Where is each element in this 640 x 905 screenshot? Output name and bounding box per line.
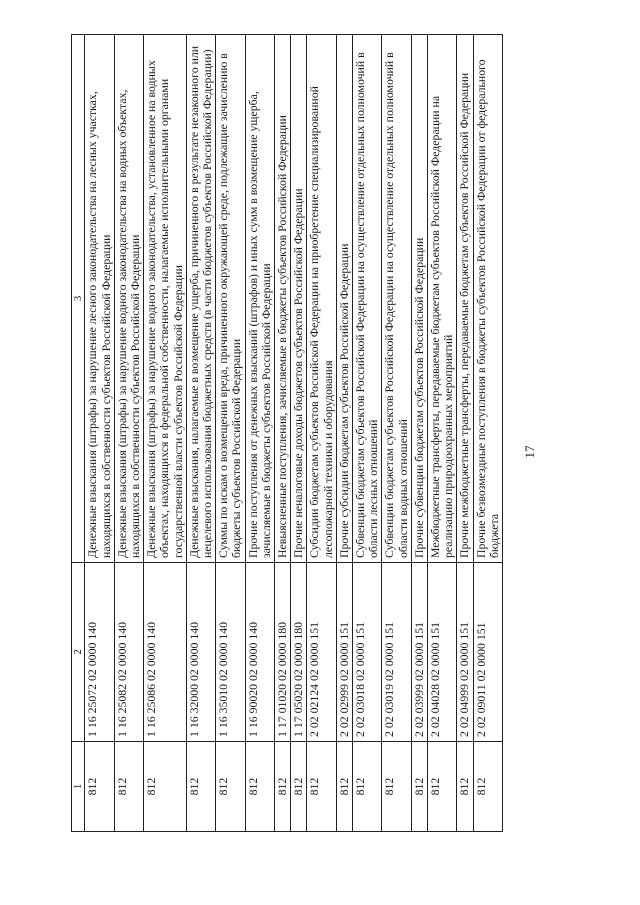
table-row — [427, 35, 456, 832]
admin-code-cell: 812 — [307, 742, 336, 832]
table-row — [411, 35, 427, 832]
admin-code-cell: 812 — [216, 742, 245, 832]
admin-code-cell: 812 — [457, 742, 473, 832]
admin-code-cell: 812 — [274, 742, 290, 832]
revenue-description-cell: Денежные взыскания (штрафы) за нарушение лесного законодательства на лесных участках, находящихся в собственности субъектов Российской Федерации — [85, 35, 114, 563]
page-number: 17 — [522, 445, 537, 459]
revenue-description-cell: Прочие неналоговые доходы бюджетов субъектов Российской Федерации — [291, 35, 307, 563]
admin-code-cell: 812 — [291, 742, 307, 832]
budget-classification-code-cell: 2 02 02124 02 0000 151 — [307, 563, 336, 742]
revenue-description-cell: Субвенции бюджетам субъектов Российской Федерации на осуществление отдельных полномочий в области лесных отношений — [352, 35, 381, 563]
table-row — [382, 35, 411, 832]
revenue-description-cell: Денежные взыскания (штрафы) за нарушение водного законодательства, установленное на водных объектах, находящихся в федеральной собственности, налагаемые исполнительными органами государственной власти субъектов Российской Федерации — [144, 35, 187, 563]
admin-code-cell: 812 — [427, 742, 456, 832]
admin-code-cell: 812 — [382, 742, 411, 832]
table-header-row — [72, 35, 85, 832]
budget-classification-code-cell: 2 02 04999 02 0000 151 — [457, 563, 473, 742]
table-row — [245, 35, 274, 832]
budget-classification-code-cell: 1 16 35010 02 0000 140 — [216, 563, 245, 742]
table-row — [352, 35, 381, 832]
admin-code-cell: 812 — [144, 742, 187, 832]
revenue-description-cell: Прочие субвенции бюджетам субъектов Российской Федерации — [411, 35, 427, 563]
table-row — [216, 35, 245, 832]
budget-classification-code-cell: 2 02 03999 02 0000 151 — [411, 563, 427, 742]
budget-classification-code-cell: 2 02 03018 02 0000 151 — [352, 563, 381, 742]
revenue-description-cell: Прочие субсидии бюджетам субъектов Российской Федерации — [336, 35, 352, 563]
table-row — [336, 35, 352, 832]
table-row — [144, 35, 187, 832]
admin-code-cell: 812 — [85, 742, 114, 832]
budget-classification-code-cell: 2 02 04028 02 0000 151 — [427, 563, 456, 742]
table-row — [85, 35, 114, 832]
table-row — [307, 35, 336, 832]
admin-code-cell: 812 — [186, 742, 215, 832]
revenue-description-cell: Межбюджетные трансферты, передаваемые бюджетам субъектов Российской Федерации на реализацию природоохранных мероприятий — [427, 35, 456, 563]
revenue-description-cell: Прочие межбюджетные трансферты, передаваемые бюджетам субъектов Российской Федерации — [457, 35, 473, 563]
admin-code-cell: 812 — [352, 742, 381, 832]
header-cell-col2: 2 — [72, 563, 85, 742]
budget-classification-code-cell: 2 02 02999 02 0000 151 — [336, 563, 352, 742]
admin-code-cell: 812 — [245, 742, 274, 832]
revenue-description-cell: Суммы по искам о возмещении вреда, причиненного окружающей среде, подлежащие зачислению в бюджеты субъектов Российской Федерации — [216, 35, 245, 563]
revenue-description-cell: Субсидии бюджетам субъектов Российской Федерации на приобретение специализированной лесопожарной техники и оборудования — [307, 35, 336, 563]
admin-code-cell: 812 — [336, 742, 352, 832]
budget-classification-code-cell: 1 17 01020 02 0000 180 — [274, 563, 290, 742]
budget-classification-code-cell: 1 16 25082 02 0000 140 — [114, 563, 143, 742]
revenue-description-cell: Невыясненные поступления, зачисляемые в бюджеты субъектов Российской Федерации — [274, 35, 290, 563]
admin-code-cell: 812 — [473, 742, 502, 832]
header-cell-col3: 3 — [72, 35, 85, 563]
table-row — [274, 35, 290, 832]
table-row — [291, 35, 307, 832]
table-row — [186, 35, 215, 832]
revenue-description-cell: Денежные взыскания, налагаемые в возмещение ущерба, причиненного в результате незаконного или нецелевого использования бюджетных средств (в части бюджетов субъектов Российской Федерации) — [186, 35, 215, 563]
budget-classification-code-cell: 1 16 25086 02 0000 140 — [144, 563, 187, 742]
budget-classification-code-cell: 1 16 25072 02 0000 140 — [85, 563, 114, 742]
revenue-codes-table-frame — [71, 35, 509, 832]
revenue-description-cell: Прочие поступления от денежных взысканий (штрафов) и иных сумм в возмещение ущерба, зачисляемые в бюджеты субъектов Российской Федерации — [245, 35, 274, 563]
admin-code-cell: 812 — [411, 742, 427, 832]
revenue-description-cell: Прочие безвозмездные поступления в бюджеты субъектов Российской Федерации от федерального бюджета — [473, 35, 502, 563]
header-cell-col1: 1 — [72, 742, 85, 832]
table-row — [114, 35, 143, 832]
budget-classification-code-cell: 2 02 03019 02 0000 151 — [382, 563, 411, 742]
budget-classification-code-cell: 2 02 09011 02 0000 151 — [473, 563, 502, 742]
revenue-description-cell: Денежные взыскания (штрафы) за нарушение водного законодательства на водных объектах, находящихся в собственности субъектов Российской Федерации — [114, 35, 143, 563]
revenue-description-cell: Субвенции бюджетам субъектов Российской Федерации на осуществление отдельных полномочий в области водных отношений — [382, 35, 411, 563]
budget-classification-code-cell: 1 16 90020 02 0000 140 — [245, 563, 274, 742]
admin-code-cell: 812 — [114, 742, 143, 832]
budget-classification-code-cell: 1 17 05020 02 0000 180 — [291, 563, 307, 742]
table-row — [473, 35, 502, 832]
table-row — [457, 35, 473, 832]
budget-classification-code-cell: 1 16 32000 02 0000 140 — [186, 563, 215, 742]
revenue-codes-table — [71, 34, 503, 832]
